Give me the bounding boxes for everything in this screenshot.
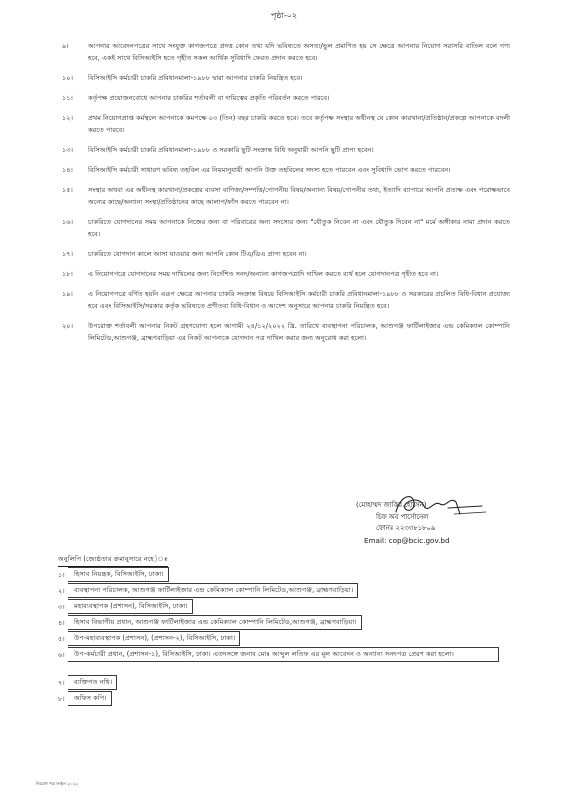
clause-item <box>62 40 510 64</box>
copy-text: মহাব্যবস্থাপক (প্রশাসন), বিসিআইসি, ঢাকা। <box>68 599 193 614</box>
clause-number: ১৪। <box>62 166 73 174</box>
signatory-email: Email: cop@bcic.gov.bd <box>364 535 450 545</box>
handwritten-signature <box>390 488 490 520</box>
clause-number: ১২। <box>62 114 73 122</box>
clause-number: ১৫। <box>62 186 73 194</box>
clause-text: আপনার আবেদনপত্রের সাথে সংযুক্ত কাগজপত্রে প্রদত্ত কোন তথ্য যদি ভবিষ্যতে অসত্য/ভুল প্রমাণিত হয় সে ক্ষেত্রে আপনার নিয়োগ সরাসরি বাতিল বলে গণ্য হবে, একই সাথে বিসিআইসি হতে গৃহীত সকল আর্থিক সুবিধাদি ফেরত প্রদান করতে হবে। <box>88 42 510 62</box>
clause-item <box>62 288 510 312</box>
footer-note: নিয়োগ পত্র ফাইল ২০২২ <box>36 781 79 786</box>
clause-item <box>62 216 510 240</box>
copy-number: ৪। <box>58 619 65 627</box>
clause-text: বিসিআইসি কর্মচারী চাকরি প্রবিধানমালা-১৯৮৮ দ্বারা আপনার চাকরি নিয়ন্ত্রিত হবে। <box>88 74 303 82</box>
copy-text: অফিস কপি। <box>68 691 112 706</box>
signatory-name: (মোহাম্মদ জাকির হোসেন) <box>356 501 427 509</box>
clause-number: ৯। <box>62 42 69 50</box>
copy-distribution <box>58 553 508 707</box>
clause-item <box>62 184 510 208</box>
clause-text: প্রথম নিয়োগপ্রাপ্ত কর্মস্থলে আপনাকে কমপক্ষে ০৩ (তিন) বছর চাকরি করতে হবে। তবে কর্তৃপক্ষ সংস্থার অধীনস্থ যে কোন কারখানা/প্রতিষ্ঠান/প্রকল্পে আপনাকে বদলী করতে পারবে। <box>88 114 510 134</box>
copy-text: ব্যক্তিগত নথি। <box>68 675 117 690</box>
clause-item <box>62 320 510 344</box>
signatory-phone: ফোনঃ ২২৩৩৮১৮০৯ <box>376 524 436 532</box>
copy-item <box>58 675 508 691</box>
clause-item <box>62 112 510 136</box>
copy-item <box>58 647 508 675</box>
clause-number: ১৭। <box>62 250 73 258</box>
clause-number: ১৮। <box>62 270 73 278</box>
clause-text: বিসিআইসি কর্মচারী সাধারণ ভবিষ্য তহবিল এর নিয়মানুযায়ী আপনি উক্ত তহবিলের সদস্য হতে পারবেন এবং সুবিধাদি ভোগ করতে পারবেন। <box>88 166 451 174</box>
copy-text: ব্যবস্থাপনা পরিচালক, আশুগঞ্জ ফার্টিলাইজার এন্ড কেমিক্যাল কোম্পানি লিমিটেড,আশুগঞ্জ, ব্রাহ্মণবাড়িয়া। <box>68 583 358 598</box>
copy-number: ২। <box>58 587 65 595</box>
clause-text: চাকরিতে যোগদান কালে আসা যাওয়ার জন্য আপনি কোন টিএ/ডিএ প্রাপ্য হবেন না। <box>88 250 307 258</box>
copy-number: ৮। <box>58 695 65 703</box>
copy-number: ১। <box>58 571 65 579</box>
clause-text: উপরোক্ত শর্তাবলী আপনার নিকট গ্রহণযোগ্য হলে আগামী ২৪/১২/২০২২ খ্রি. তারিখে ব্যবস্থাপনা পরিচালক, আশুগঞ্জ ফার্টিলাইজার এন্ড কেমিক্যাল কোম্পানি লিমিটেড,আশুগঞ্জ, ব্রাহ্মণবাড়িয়া এর নিকট আপনাকে যোগদান পত্র দাখিল করার জন্য অনুরোধ করা হলো। <box>88 322 510 342</box>
copy-item <box>58 631 508 647</box>
clause-item <box>62 268 510 280</box>
copy-item <box>58 599 508 615</box>
clause-item <box>62 248 510 260</box>
clause-item <box>62 164 510 176</box>
clause-number: ১১। <box>62 94 73 102</box>
clause-number: ১৯। <box>62 290 73 298</box>
copy-text: হিসাব নিয়ন্ত্রক, বিসিআইসি, ঢাকা। <box>68 567 169 582</box>
copy-number: ৫। <box>58 635 65 643</box>
clause-text: এ নিয়োগপত্রে বর্ণিত হয়নি এরূপ ক্ষেত্রে আপনার চাকরি সংক্রান্ত বিষয়ে বিসিআইসি কর্মচারী চাকরি প্রবিধানমালা-১৯৮৮ ও সরকারের প্রচলিত বিধি-বিধান প্রযোজ্য হবে এবং বিসিআইসি/সরকার কর্তৃক ভবিষ্যতে প্রণীতব্য বিধি-বিধান ও আদেশ অনুসারে আপনার চাকরি নিয়ন্ত্রিত হবে। <box>88 290 510 310</box>
page-number: পৃষ্ঠা-০২ <box>270 11 298 20</box>
copy-text: উপ-মহাব্যবস্থাপক (প্রশাসন), (প্রশাসন-২), বিসিআইসি, ঢাকা। <box>68 631 240 646</box>
clause-text: এ নিয়োগপত্রে যোগদানের সময় দাখিলের জন্য নির্দেশিত সনদ/অন্যান্য কাগজপত্রাদি দাখিল করতে ব্যর্থ হলে যোগদানপত্র গৃহীত হবে না। <box>88 270 439 278</box>
terms-clause-list <box>62 40 510 352</box>
clause-number: ১০। <box>62 74 73 82</box>
clause-number: ১৩। <box>62 146 73 154</box>
copy-number: ৩। <box>58 603 65 611</box>
clause-text: কর্তৃপক্ষ প্রয়োজনবোধে আপনার চাকরির শর্তাবলী বা দায়িত্বের প্রকৃতি পরিবর্তন করতে পারবে। <box>88 94 330 102</box>
copy-item <box>58 691 508 707</box>
copy-item <box>58 567 508 583</box>
clause-text: সংস্থার অথবা এর অধীনস্থ কারখানা/প্রকল্পের ব্যবসা বাণিজ্য/সম্পত্তি/গোপনীয় বিষয়/অন্যান্য বিষয়/গোপনীয় তথ্য, ইত্যাদি ব্যাপারে আপনি প্রত্যক্ষ এবং পরোক্ষভাবে অন্যের কাছে/অন্যান্য সংস্থা/প্রতিষ্ঠানের কাছে আলাপ/ফাঁস করতে পারবেন না। <box>88 186 510 206</box>
clause-number: ১৬। <box>62 218 73 226</box>
signatory-title: চিফ অব পার্সোনেল <box>376 512 429 521</box>
copy-number: ৬। <box>58 651 65 659</box>
copy-text: হিসাব বিভাগীয় প্রধান, আশুগঞ্জ ফার্টিলাইজার এন্ড কেমিক্যাল কোম্পানি লিমিটেড,আশুগঞ্জ, ব্রাহ্মণবাড়িয়া। <box>68 615 362 630</box>
clause-number: ২০। <box>62 322 73 330</box>
clause-item <box>62 144 510 156</box>
clause-item <box>62 72 510 84</box>
copy-text: উপ-কর্মচারী প্রধান, (প্রশাসন-১), বিসিআইসি, ঢাকা। এতদসঙ্গে জনাব মোঃ আব্দুল লতিফ এর মূল আবেদন ও অন্যান্য সনদপত্র প্রেরণ করা হলো। <box>68 647 499 662</box>
clause-item <box>62 92 510 104</box>
copy-heading: অনুলিপি (জ্যেষ্ঠতার ক্রমানুসারে নহে)ঃ <box>58 553 508 567</box>
clause-text: চাকরিতে যোগদানের সময় আপনাকে নিজের জন্য বা পরিবারের অন্য সদস্যের জন্য "যৌতুক নিবেন না এবং যৌতুক দিবেন না" মর্মে অঙ্গীকার নামা প্রদান করতে হবে। <box>88 218 510 238</box>
signature-block <box>350 500 520 546</box>
copy-item <box>58 583 508 599</box>
clause-text: বিসিআইসি কর্মচারী চাকরি প্রবিধানমালা-১৯৮৮ ও সরকারি ছুটি সংক্রান্ত বিধি অনুযায়ী আপনি ছুটি প্রাপ্য হবেন। <box>88 146 374 154</box>
copy-number: ৭। <box>58 679 65 687</box>
copy-item <box>58 615 508 631</box>
